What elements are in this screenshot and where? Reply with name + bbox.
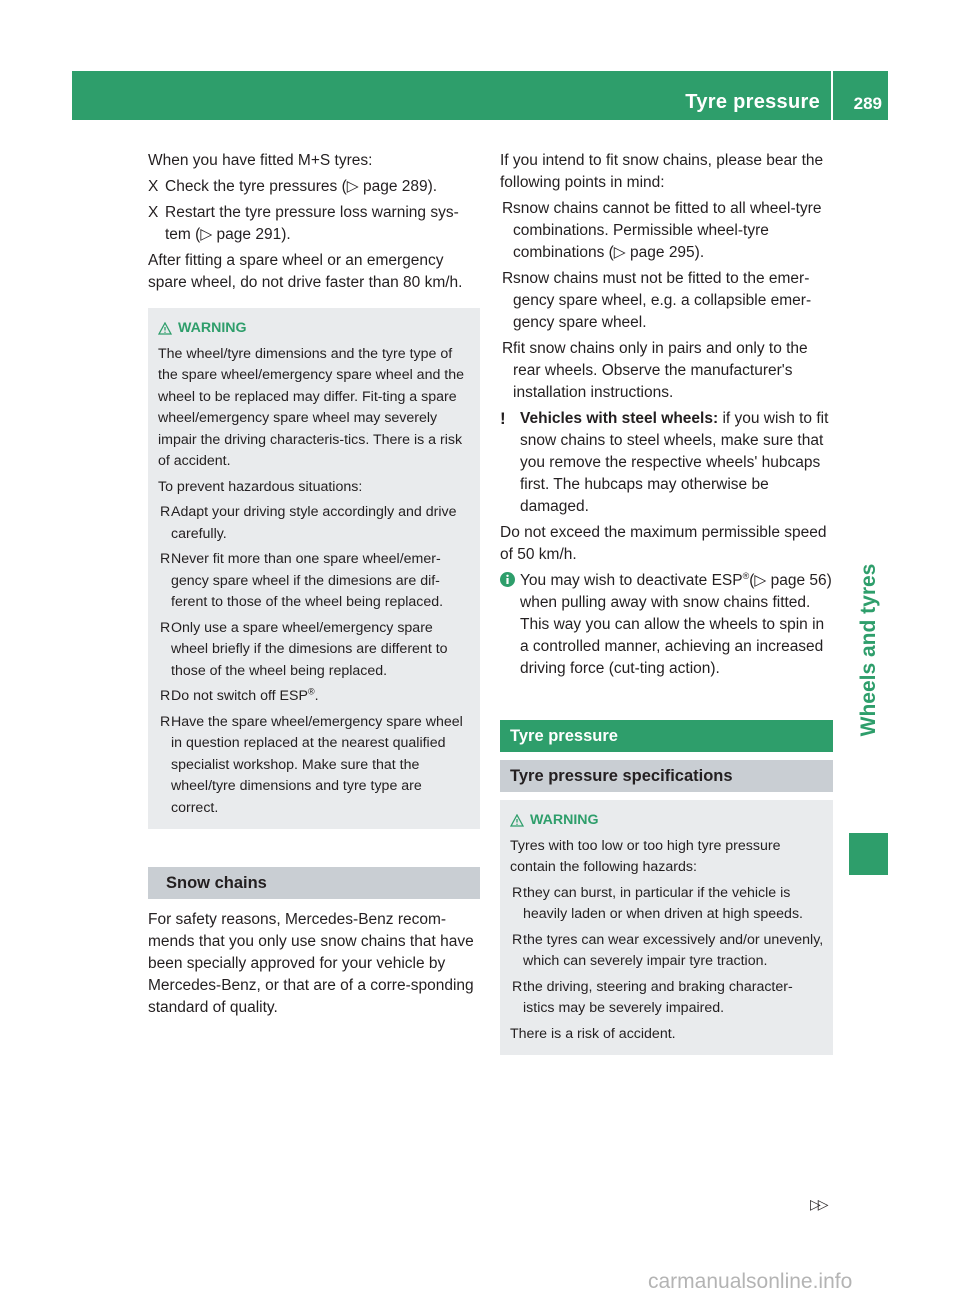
warning-title: WARNING [530, 812, 599, 828]
step-text: Check the tyre pressures ( [165, 178, 347, 195]
step-item [148, 176, 480, 198]
bullet-text: Do not switch off ESP [171, 688, 308, 704]
bullet-text-end: . [314, 688, 319, 704]
info-text-rest: page 56) when pulling away with snow chains fitted. This way you can allow the wheels to spin in a controlled manner, achieving an increased driving force (cut-ting action). [520, 572, 832, 677]
bullet-marker: R [160, 619, 171, 636]
steel-wheels-note [500, 408, 833, 518]
warning-box [500, 800, 833, 1055]
bullet-marker: R [160, 688, 171, 704]
warning-bullet [158, 549, 471, 614]
step-text: Restart the tyre pressure loss warning sys-tem ( [165, 204, 459, 243]
side-tab [849, 530, 888, 770]
info-note [500, 570, 833, 680]
warning-bullet [158, 686, 471, 708]
warning-text: Tyres with too low or too high tyre pressure contain the following hazards: [510, 837, 781, 875]
snow-bullet [500, 338, 833, 404]
step-item [148, 202, 480, 246]
bullet-text: the driving, steering and braking character-istics may be severely impaired. [523, 978, 793, 1016]
left-column [148, 150, 480, 1023]
step-marker: X [148, 204, 159, 221]
bullet-text: snow chains cannot be fitted to all wheel-tyre combinations. Permissible wheel-tyre combinations ( [513, 200, 822, 261]
registered-mark: ® [742, 570, 750, 581]
warning-bullet [510, 977, 824, 1020]
tyre-pressure-heading: Tyre pressure [500, 720, 833, 752]
warning-bullet [510, 883, 824, 926]
bullet-text: Have the spare wheel/emergency spare wheel in question replaced at the nearest qualified specialist workshop. Make sure that the wheel/tyre dimensions and tyre type are correct. [171, 713, 463, 816]
bullet-text: snow chains must not be fitted to the emer-gency spare wheel, e.g. a collapsible emer-gency spare wheel. [513, 270, 812, 331]
bullet-text: Never fit more than one spare wheel/emer-gency spare wheel if the dimesions are dif-ferent to those of the wheel being replaced. [171, 551, 444, 610]
right-column [500, 150, 833, 1055]
warning-bullet [510, 930, 824, 973]
warning-bullet [158, 502, 471, 545]
header-bar [72, 71, 888, 120]
bullet-marker: R [502, 200, 514, 217]
steel-wheels-text: if you wish to fit snow chains to steel wheels, make sure that you remove the respective wheels' hubcaps first. The hubcaps may otherwise be damaged. [520, 410, 829, 515]
step-page-ref[interactable]: page 289). [358, 178, 438, 195]
page-ref-arrow-icon[interactable]: ▷ [754, 572, 767, 589]
bullet-page-ref[interactable]: page 295). [625, 244, 705, 261]
page-ref-arrow-icon[interactable]: ▷ [613, 244, 626, 261]
bullet-marker: R [502, 340, 514, 357]
snow-bullet [500, 198, 833, 264]
warning-text: To prevent hazardous situations: [158, 478, 363, 495]
info-text: You may wish to deactivate ESP [520, 572, 743, 589]
bullet-marker: R [512, 978, 523, 995]
header-divider [831, 71, 833, 120]
step-page-ref[interactable]: page 291). [212, 226, 291, 243]
bullet-marker: R [502, 270, 514, 287]
bullet-text: they can burst, in particular if the vehicle is heavily laden or when driven at high speeds. [523, 884, 803, 922]
step-marker: X [148, 178, 159, 195]
snow-intro-text: If you intend to fit snow chains, please bear the following points in mind: [500, 152, 824, 191]
warning-triangle-icon [510, 814, 524, 827]
warning-text: The wheel/tyre dimensions and the tyre type of the spare wheel/emergency spare wheel and the wheel to be replaced may differ. Fit-ting a spare wheel/emergency spare wheel may severely impair the driving characteris-tics. There is a risk of accident. [158, 345, 465, 469]
watermark: carmanualsonline.info [648, 1270, 853, 1293]
warning-box [148, 308, 480, 829]
page-ref-arrow-icon[interactable]: ▷ [200, 226, 213, 243]
warning-heading [510, 810, 824, 832]
bullet-marker: R [512, 931, 523, 948]
warning-bullet [158, 712, 471, 820]
page-number: 289 [853, 94, 882, 113]
steel-wheels-label: Vehicles with steel wheels: [520, 410, 719, 427]
warning-title: WARNING [178, 320, 247, 336]
bullet-text: fit snow chains only in pairs and only to the rear wheels. Observe the manufacturer's installation instructions. [513, 340, 808, 401]
bullet-marker: R [160, 551, 171, 567]
warning-bullet [158, 618, 471, 683]
snow-chains-heading: Snow chains [148, 867, 480, 899]
info-icon [500, 572, 515, 587]
bullet-text: Only use a spare wheel/emergency spare wheel briefly if the dimesions are different to those of the wheel being replaced. [171, 619, 448, 679]
side-tab-label: Wheels and tyres [856, 563, 880, 737]
warning-triangle-icon [158, 322, 172, 335]
tyre-pressure-specs-heading: Tyre pressure specifications [500, 760, 833, 792]
warning-heading [158, 318, 471, 340]
intro-text: When you have fitted M+S tyres: [148, 152, 373, 169]
snow-bullet [500, 268, 833, 334]
snow-chains-text: For safety reasons, Mercedes-Benz recom-mends that you only use snow chains that have been specially approved for your vehicle by Mercedes-Benz, or that are of a corre-sponding standard of quality. [148, 911, 474, 1016]
warning-text: There is a risk of accident. [510, 1025, 676, 1042]
header-title: Tyre pressure [685, 91, 820, 113]
side-tab-block [849, 833, 888, 875]
caution-icon: ! [500, 409, 506, 428]
registered-mark: ® [307, 686, 315, 697]
speed-limit-text: Do not exceed the maximum permissible speed of 50 km/h. [500, 524, 827, 563]
continue-arrows-icon: ▷▷ [810, 1196, 826, 1212]
bullet-marker: R [160, 713, 171, 730]
bullet-text: Adapt your driving style accordingly and drive carefully. [171, 504, 457, 542]
spare-wheel-text: After fitting a spare wheel or an emergency spare wheel, do not drive faster than 80 km/h. [148, 252, 463, 291]
info-paren: ( [749, 572, 755, 589]
bullet-text: the tyres can wear excessively and/or unevenly, which can severely impair tyre traction. [523, 931, 824, 969]
bullet-marker: R [160, 504, 171, 520]
page-ref-arrow-icon[interactable]: ▷ [346, 178, 359, 195]
bullet-marker: R [512, 884, 523, 901]
